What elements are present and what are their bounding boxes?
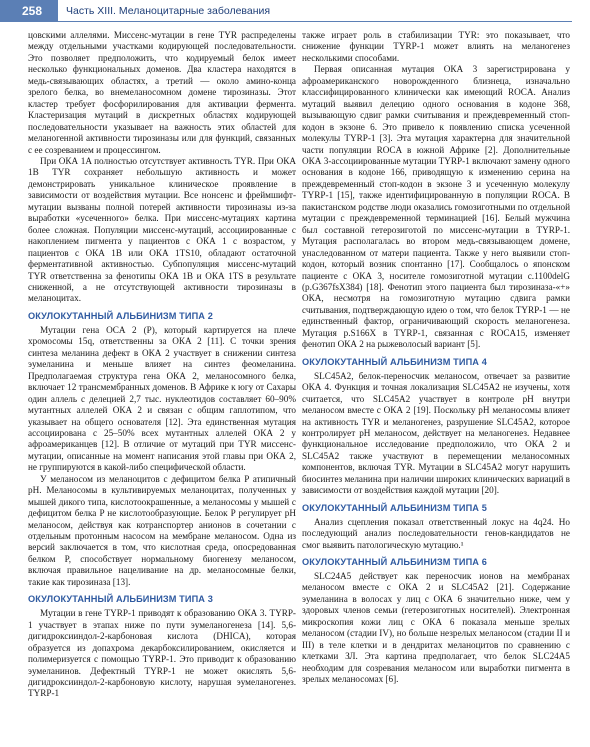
page-number: 258 <box>0 0 58 22</box>
section-heading-oca2: ОКУЛОКУТАННЫЙ АЛЬБИНИЗМ ТИПА 2 <box>28 310 213 321</box>
paragraph: также играет роль в стабилизации TYR: это показывает, что снижение функции TYRP-1 может влиять на меланогенез несколькими способами. <box>302 30 570 63</box>
right-column <box>302 30 570 686</box>
paragraph: цовскими аллелями. Миссенс-мутации в гене TYR распределены между отдельными участками кодирующей последовательности. Это позволяет предположить, что кодируемый белок имеет несколько функциональных доменов. Два кластера находятся в медь-связывающих областях, а третий — около амино-конца зрелого белка, во внемеланосомном домене тирозиназы. Этот кластер требует фосфорилирования для активации фермента. Кластеризация мутаций в дискретных областях кодирующей последовательности указывает на важность этих областей для меланогенной активности тирозиназы или для функций, связанных с ее созреванием и процессингом. <box>28 30 296 155</box>
paragraph: SLC24A5 действует как переносчик ионов на мембранах меланосом вместе с ОКА 2 и SLC45A2 [21]. Содержание эумеланина в волосах у лиц с ОКА 6 значительно ниже, чем у здоровых членов семьи (гетерозиготных носителей). Электронная микроскопия кожи лиц с ОКА 6 показала меньше зрелых меланосом (стадии IV), но больше незрелых меланосом (стадии II и III) в теле клетки и в дендритах меланоцитов по сравнению с клетками ЗЛ. Эта картина предполагает, что белок SLC24A5 необходим для созревания меланосом или выработки пигмента в зрелых меланосомах [6]. <box>302 571 570 685</box>
section-heading-oca4: ОКУЛОКУТАННЫЙ АЛЬБИНИЗМ ТИПА 4 <box>302 356 487 367</box>
paragraph: Первая описанная мутация ОКА 3 зарегистрирована у афроамериканского новорожденного близнеца, изначально классифицированного клинически как имеющий ROCA. Анализ мутаций выявил делецию одного основания в кодоне 368, вызывающую сдвиг рамки считывания и преждевременный стоп-кодон в экзоне 6. Это привело к появлению списка усеченной молекулы TYRP-1 [3]. Эта мутация характерна для значительной части популяции ROCA в южной Африке [2]. Дополнительные ОКА 3-ассоциированные мутации TYRP-1 включают замену одного основания в кодоне 166, приводящую к изменению серина на преждевременный стоп-кодон в экзоне 3 и усеченную молекулу TYRP-1 [15], также идентифицированную в популяции ROCA. В пакистанском родстве люди оказались гомозиготными по отдельной мутации с преждевременной терминацией [16]. Белый мужчина был составной гетерозиготой по миссенс-мутации в TYRP-1. Мутация располагалась во втором медь-связывающем домене, унаследованном от матери пациента. Также у него выявили стоп-кодон, который возник спонтанно [17]. Сообщалось о японском пациенте с ОКА 3, носителе гомозиготной мутации c.1100delG (p.G367fsX384) [18]. Фенотип этого пациента был тирозиназа-«+» ОКА, несмотря на гомозиготную мутацию сдвига рамки считывания, подтверждающую идею о том, что белок TYRP-1 — не единственный фактор, ограничивающий скорость меланогенеза. Мутация p.S166X в TYRP-1, связанная с ROCA15, изменяет фенотип ОКА 2 на рыжеволосый вариант [5]. <box>302 64 570 350</box>
paragraph: Мутации гена OCA 2 (P), который картируется на плече хромосомы 15q, ответственны за ОКА 2 [11]. С точки зрения синтеза меланина дефект в ОКА 2 участвует в снижении синтеза эумеланина и меньше влияет на синтез феомеланина. Предполагаемая структура гена ОКА 2, меланосомного белка, включает 12 трансмембранных доменов. В Африке к югу от Сахары один аллель с делецией 2,7 тыс. нуклеотидов составляет 60–90% мутантных аллелей ОКА 2 и связан с общим гаплотипом, что указывает на общего основателя [12]. Эта единственная мутация ассоциирована с 25–50% всех мутантных аллелей ОКА 2 у афроамериканцев [12]. В отличие от мутаций при TYR миссенс-мутации, описанные на момент написания этой главы при ОКА 2, не группируются в какой-либо специфической области. <box>28 324 296 473</box>
paragraph: Мутации в гене TYRP-1 приводят к образованию ОКА 3. TYRP-1 участвует в этапах ниже по пути эумеланогенеза [14]. 5,6-дигидроксииндол-2-карбоновая кислота (DHICA), которая образуется из допахрома декарбоксилированием, окисляется и полимеризуется с помощью TYRP-1. Это приводит к образованию эумеланинов. Дефектный TYRP-1 не может окислять 5,6-дигидроксииндол-2-карбоновую кислоту, нарушая эумеланогенез. TYRP-1 <box>28 608 296 699</box>
left-column <box>28 30 296 700</box>
header-rule <box>58 21 572 22</box>
section-heading-oca3: ОКУЛОКУТАННЫЙ АЛЬБИНИЗМ ТИПА 3 <box>28 594 213 605</box>
paragraph: При ОКА 1A полностью отсутствует активность TYR. При ОКА 1B TYR сохраняет небольшую активность и может демонстрировать уникальное клиническое проявление в зависимости от воздействия мутации. Все нонсенс и фреймшифт-мутации вызваны полной потерей активности тирозиназы из-за выработки «усеченного» белка. При миссенс-мутациях картина более сложная. Популяции миссенс-мутаций, ассоциированные с накоплением пигмента у пациентов с ОКА 1 с возрастом, у пациентов с ОКА 1B или ОКА 1TS10, обладают остаточной ферментативной активностью. Субпопуляция миссенс-мутаций TYR ответственна за фенотипы ОКА 1B и ОКА 1TS в результате сниженной, а не отсутствующей активности тирозиназы в меланоцитах. <box>28 155 296 304</box>
chapter-title: Часть XIII. Меланоцитарные заболевания <box>66 5 271 17</box>
paragraph: SLC45A2, белок-переносчик меланосом, отвечает за развитие ОКА 4. Функция и точная локализация SLC45A2 не изучены, хотя считается, что SLC45A2 участвует в контроле pH внутри меланосом вместе с ОКА 2 [19]. Поскольку pH меланосомы влияет на активность TYR и меланогенез, разрушение SLC45A2, которое контролирует pH меланосом, действует на меланогенез. Недавнее функциональное исследование предположило, что ОКА 2 и SLC45A2 также участвуют в перемещении меланосомных компонентов, включая TYR. Мутации в SLC45A2 могут нарушить биосинтез меланина при наличии широких клинических вариаций в зависимости от воздействия каждой мутации [20]. <box>302 370 570 496</box>
paragraph: Анализ сцепления показал ответственный локус на 4q24. Но последующий анализ последовательности генов-кандидатов не смог выявить патологическую мутацию.¹ <box>302 516 570 550</box>
section-heading-oca6: ОКУЛОКУТАННЫЙ АЛЬБИНИЗМ ТИПА 6 <box>302 557 487 568</box>
section-heading-oca5: ОКУЛОКУТАННЫЙ АЛЬБИНИЗМ ТИПА 5 <box>302 502 487 513</box>
paragraph: У меланосом из меланоцитов с дефицитом белка P атипичный pH. Меланосомы в культивируемых меланоцитах, полученных у мышей дикого типа, кислотоокрашенные, а меланосомы у мышей с дефицитом белка P не кислотообразующие. Белок P регулирует pH меланосом, действуя как котранспортер анионов в сочетании с отдельным протонным насосом на мембране меланосом. Одна из версий заключается в том, что кислотная среда, опосредованная белком P, способствует нормальному биогенезу меланосом, включая правильное нацеливание на др. меланосомные белки, такие как тирозиназа [13]. <box>28 473 296 587</box>
page-header <box>0 0 590 22</box>
